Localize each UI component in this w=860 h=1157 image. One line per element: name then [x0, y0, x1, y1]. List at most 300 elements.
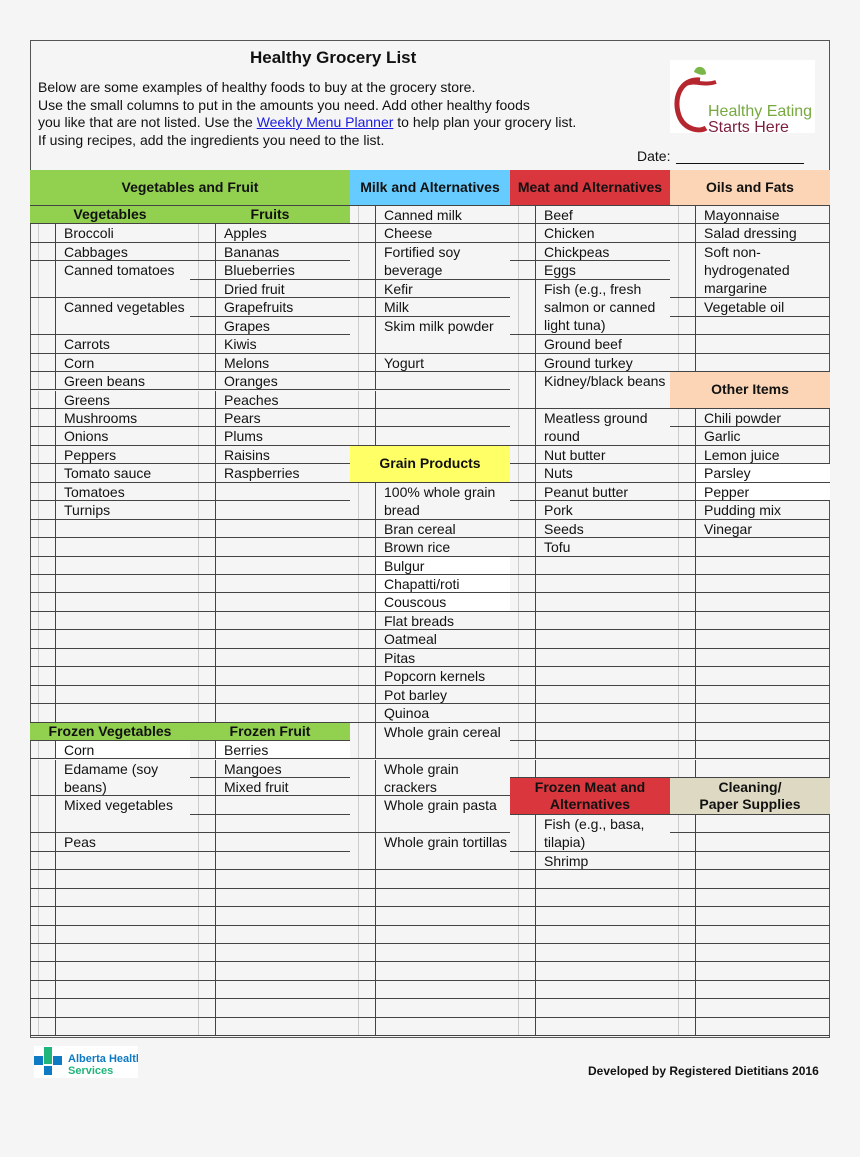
quantity-box[interactable]	[350, 354, 376, 372]
quantity-box[interactable]	[670, 833, 696, 851]
quantity-box[interactable]	[510, 538, 536, 556]
quantity-box[interactable]	[670, 409, 696, 427]
quantity-box[interactable]	[510, 999, 536, 1017]
date-input-line[interactable]	[676, 149, 804, 164]
list-item: Pears	[216, 409, 350, 427]
quantity-box[interactable]	[350, 372, 376, 390]
list-item	[536, 575, 670, 593]
quantity-box[interactable]	[30, 981, 56, 999]
quantity-box[interactable]	[350, 981, 376, 999]
quantity-box[interactable]	[190, 999, 216, 1017]
quantity-box[interactable]	[350, 704, 376, 722]
quantity-box[interactable]	[670, 612, 696, 630]
quantity-box[interactable]	[30, 501, 56, 519]
list-item: Greens	[56, 391, 190, 409]
list-item	[376, 907, 510, 925]
quantity-box[interactable]	[670, 464, 696, 482]
quantity-box[interactable]	[510, 261, 536, 279]
quantity-box[interactable]	[30, 796, 56, 833]
section-header-veg-fruit: Vegetables and Fruit	[30, 170, 350, 206]
intro-line-2: Use the small columns to put in the amounts you need. Add other healthy foods	[38, 96, 530, 113]
list-item: Meatless ground round	[536, 409, 670, 446]
quantity-box[interactable]	[30, 520, 56, 538]
quantity-box[interactable]	[350, 538, 376, 556]
quantity-box[interactable]	[510, 575, 536, 593]
list-item: Pork	[536, 501, 670, 519]
quantity-box[interactable]	[190, 391, 216, 409]
quantity-box[interactable]	[190, 538, 216, 556]
list-item	[56, 667, 190, 685]
list-item: Vinegar	[696, 520, 830, 538]
footer-credit: Developed by Registered Dietitians 2016	[588, 1064, 819, 1078]
quantity-box[interactable]	[670, 317, 696, 335]
list-item	[216, 483, 350, 501]
quantity-box[interactable]	[670, 520, 696, 538]
quantity-box[interactable]	[670, 704, 696, 722]
quantity-box[interactable]	[190, 741, 216, 759]
list-item: Apples	[216, 224, 350, 242]
list-item: Couscous	[376, 593, 510, 611]
quantity-box[interactable]	[350, 944, 376, 962]
list-item	[696, 335, 830, 353]
quantity-box[interactable]	[670, 686, 696, 704]
quantity-box[interactable]	[190, 796, 216, 814]
list-item: Whole grain pasta	[376, 796, 510, 833]
list-item	[56, 538, 190, 556]
list-item	[376, 409, 510, 427]
quantity-box[interactable]	[190, 261, 216, 279]
list-item: Garlic	[696, 427, 830, 445]
quantity-box[interactable]	[670, 907, 696, 925]
list-item	[56, 962, 190, 980]
list-item: Peaches	[216, 391, 350, 409]
quantity-box[interactable]	[190, 427, 216, 445]
quantity-box[interactable]	[190, 575, 216, 593]
quantity-box[interactable]	[350, 796, 376, 833]
quantity-box[interactable]	[350, 427, 376, 445]
list-item: Milk	[376, 298, 510, 316]
list-item	[376, 981, 510, 999]
quantity-box[interactable]	[190, 630, 216, 648]
section-header-grain: Grain Products	[350, 446, 510, 483]
list-item	[536, 926, 670, 944]
quantity-box[interactable]	[350, 593, 376, 611]
quantity-box[interactable]	[510, 704, 536, 722]
quantity-box[interactable]	[510, 741, 536, 759]
list-item: Blueberries	[216, 261, 350, 279]
quantity-box[interactable]	[350, 723, 376, 760]
quantity-box[interactable]	[350, 612, 376, 630]
quantity-box[interactable]	[670, 483, 696, 501]
quantity-box[interactable]	[190, 704, 216, 722]
quantity-box[interactable]	[30, 852, 56, 870]
quantity-box[interactable]	[30, 538, 56, 556]
quantity-box[interactable]	[350, 409, 376, 427]
quantity-box[interactable]	[350, 243, 376, 280]
list-item: Pepper	[696, 483, 830, 501]
list-item	[216, 815, 350, 833]
list-item: Canned vegetables	[56, 298, 190, 335]
quantity-box[interactable]	[670, 224, 696, 242]
quantity-box[interactable]	[30, 667, 56, 685]
list-item: Fortified soy beverage	[376, 243, 510, 280]
quantity-box[interactable]	[30, 926, 56, 944]
grocery-table	[30, 170, 830, 1038]
list-item	[376, 926, 510, 944]
date-field[interactable]	[637, 148, 804, 164]
quantity-box[interactable]	[670, 557, 696, 575]
quantity-box[interactable]	[30, 557, 56, 575]
list-item: Edamame (soy beans)	[56, 760, 190, 797]
list-item: Tomatoes	[56, 483, 190, 501]
quantity-box[interactable]	[350, 962, 376, 980]
quantity-box[interactable]	[510, 630, 536, 648]
list-item	[56, 889, 190, 907]
list-item	[696, 999, 830, 1017]
quantity-box[interactable]	[190, 280, 216, 298]
quantity-box[interactable]	[670, 870, 696, 888]
quantity-box[interactable]	[30, 760, 56, 797]
quantity-box[interactable]	[670, 962, 696, 980]
quantity-box[interactable]	[30, 649, 56, 667]
list-item: Canned tomatoes	[56, 261, 190, 298]
quantity-box[interactable]	[350, 206, 376, 224]
quantity-box[interactable]	[670, 649, 696, 667]
quantity-box[interactable]	[350, 889, 376, 907]
quantity-box[interactable]	[30, 870, 56, 888]
quantity-box[interactable]	[190, 409, 216, 427]
quantity-box[interactable]	[510, 686, 536, 704]
quantity-box[interactable]	[670, 427, 696, 445]
quantity-box[interactable]	[510, 501, 536, 519]
list-item	[696, 575, 830, 593]
quantity-box[interactable]	[30, 907, 56, 925]
quantity-box[interactable]	[510, 520, 536, 538]
quantity-box[interactable]	[30, 686, 56, 704]
quantity-box[interactable]	[350, 686, 376, 704]
svg-text:Healthy Eating: Healthy Eating	[708, 103, 813, 120]
list-item	[56, 686, 190, 704]
quantity-box[interactable]	[190, 335, 216, 353]
quantity-box[interactable]	[190, 243, 216, 261]
quantity-box[interactable]	[510, 870, 536, 888]
quantity-box[interactable]	[670, 741, 696, 759]
list-item	[216, 852, 350, 870]
list-item: Mixed vegetables	[56, 796, 190, 833]
quantity-box[interactable]	[190, 1018, 216, 1036]
quantity-box[interactable]	[670, 446, 696, 464]
quantity-box[interactable]	[190, 557, 216, 575]
quantity-box[interactable]	[190, 593, 216, 611]
quantity-box[interactable]	[190, 446, 216, 464]
quantity-box[interactable]	[670, 926, 696, 944]
quantity-box[interactable]	[30, 298, 56, 335]
list-item	[376, 1018, 510, 1036]
quantity-box[interactable]	[670, 1018, 696, 1036]
quantity-box[interactable]	[670, 243, 696, 298]
quantity-box[interactable]	[190, 224, 216, 242]
quantity-box[interactable]	[30, 446, 56, 464]
quantity-box[interactable]	[670, 630, 696, 648]
quantity-box[interactable]	[30, 372, 56, 390]
alberta-health-services-logo	[34, 1046, 138, 1078]
list-item	[696, 926, 830, 944]
quantity-box[interactable]	[190, 833, 216, 851]
quantity-box[interactable]	[510, 962, 536, 980]
quantity-box[interactable]	[30, 409, 56, 427]
quantity-box[interactable]	[510, 224, 536, 242]
quantity-box[interactable]	[30, 464, 56, 482]
quantity-box[interactable]	[30, 575, 56, 593]
quantity-box[interactable]	[30, 612, 56, 630]
quantity-box[interactable]	[510, 907, 536, 925]
quantity-box[interactable]	[350, 280, 376, 298]
list-item: Raspberries	[216, 464, 350, 482]
list-item	[216, 520, 350, 538]
quantity-box[interactable]	[670, 593, 696, 611]
quantity-box[interactable]	[510, 354, 536, 372]
list-item	[536, 1018, 670, 1036]
list-item	[56, 704, 190, 722]
list-item	[696, 962, 830, 980]
quantity-box[interactable]	[670, 981, 696, 999]
quantity-box[interactable]	[30, 224, 56, 242]
quantity-box[interactable]	[510, 723, 536, 741]
quantity-box[interactable]	[670, 815, 696, 833]
quantity-box[interactable]	[30, 944, 56, 962]
list-item: Mixed fruit	[216, 778, 350, 796]
list-item: Oranges	[216, 372, 350, 390]
list-item	[536, 686, 670, 704]
quantity-box[interactable]	[190, 317, 216, 335]
list-item	[696, 889, 830, 907]
list-item: Bulgur	[376, 557, 510, 575]
quantity-box[interactable]	[30, 427, 56, 445]
quantity-box[interactable]	[350, 907, 376, 925]
quantity-box[interactable]	[30, 261, 56, 298]
list-item: Dried fruit	[216, 280, 350, 298]
list-item: Kefir	[376, 280, 510, 298]
quantity-box[interactable]	[350, 317, 376, 354]
quantity-box[interactable]	[510, 464, 536, 482]
list-item	[216, 889, 350, 907]
quantity-box[interactable]	[190, 667, 216, 685]
quantity-box[interactable]	[510, 243, 536, 261]
list-item	[216, 538, 350, 556]
quantity-box[interactable]	[510, 981, 536, 999]
list-item: Ground beef	[536, 335, 670, 353]
quantity-box[interactable]	[190, 520, 216, 538]
quantity-box[interactable]	[670, 206, 696, 224]
quantity-box[interactable]	[350, 520, 376, 538]
quantity-box[interactable]	[510, 280, 536, 335]
list-item	[56, 870, 190, 888]
list-item	[376, 944, 510, 962]
list-item	[376, 372, 510, 390]
weekly-menu-planner-link[interactable]: Weekly Menu Planner	[256, 114, 394, 130]
quantity-box[interactable]	[350, 760, 376, 797]
quantity-box[interactable]	[30, 962, 56, 980]
list-item	[536, 593, 670, 611]
quantity-box[interactable]	[510, 760, 536, 778]
list-item	[376, 962, 510, 980]
quantity-box[interactable]	[350, 575, 376, 593]
quantity-box[interactable]	[190, 501, 216, 519]
quantity-box[interactable]	[510, 815, 536, 852]
quantity-box[interactable]	[30, 630, 56, 648]
list-item: Flat breads	[376, 612, 510, 630]
quantity-box[interactable]	[510, 649, 536, 667]
quantity-box[interactable]	[350, 224, 376, 242]
quantity-box[interactable]	[350, 870, 376, 888]
quantity-box[interactable]	[30, 391, 56, 409]
quantity-box[interactable]	[190, 649, 216, 667]
quantity-box[interactable]	[190, 612, 216, 630]
quantity-box[interactable]	[350, 630, 376, 648]
quantity-box[interactable]	[670, 999, 696, 1017]
quantity-box[interactable]	[670, 723, 696, 741]
quantity-box[interactable]	[510, 335, 536, 353]
list-item	[216, 630, 350, 648]
quantity-box[interactable]	[190, 686, 216, 704]
list-item	[696, 723, 830, 741]
quantity-box[interactable]	[510, 1018, 536, 1036]
list-item	[56, 557, 190, 575]
quantity-box[interactable]	[190, 760, 216, 778]
quantity-box[interactable]	[510, 889, 536, 907]
list-item	[696, 1018, 830, 1036]
quantity-box[interactable]	[510, 593, 536, 611]
quantity-box[interactable]	[190, 354, 216, 372]
quantity-box[interactable]	[190, 483, 216, 501]
quantity-box[interactable]	[670, 944, 696, 962]
list-item	[696, 870, 830, 888]
quantity-box[interactable]	[190, 870, 216, 888]
quantity-box[interactable]	[190, 852, 216, 870]
quantity-box[interactable]	[190, 889, 216, 907]
quantity-box[interactable]	[670, 501, 696, 519]
quantity-box[interactable]	[670, 852, 696, 870]
list-item	[696, 667, 830, 685]
quantity-box[interactable]	[190, 464, 216, 482]
quantity-box[interactable]	[510, 926, 536, 944]
quantity-box[interactable]	[30, 593, 56, 611]
quantity-box[interactable]	[670, 760, 696, 778]
quantity-box[interactable]	[350, 833, 376, 870]
quantity-box[interactable]	[510, 483, 536, 501]
quantity-box[interactable]	[350, 557, 376, 575]
quantity-box[interactable]	[350, 1018, 376, 1036]
list-item: Corn	[56, 741, 190, 759]
list-item: Raisins	[216, 446, 350, 464]
list-item	[56, 1018, 190, 1036]
list-item	[376, 391, 510, 409]
quantity-box[interactable]	[670, 335, 696, 353]
quantity-box[interactable]	[670, 667, 696, 685]
quantity-box[interactable]	[670, 354, 696, 372]
list-item: Whole grain cereal	[376, 723, 510, 760]
quantity-box[interactable]	[350, 667, 376, 685]
quantity-box[interactable]	[190, 944, 216, 962]
quantity-box[interactable]	[190, 981, 216, 999]
quantity-box[interactable]	[30, 833, 56, 851]
quantity-box[interactable]	[670, 298, 696, 316]
quantity-box[interactable]	[190, 778, 216, 796]
quantity-box[interactable]	[190, 298, 216, 316]
quantity-box[interactable]	[670, 575, 696, 593]
list-item	[216, 1018, 350, 1036]
quantity-box[interactable]	[670, 538, 696, 556]
quantity-box[interactable]	[190, 815, 216, 833]
list-item: Vegetable oil	[696, 298, 830, 316]
list-item	[216, 649, 350, 667]
list-item	[696, 630, 830, 648]
quantity-box[interactable]	[510, 557, 536, 575]
quantity-box[interactable]	[30, 243, 56, 261]
subheader-frozen-fruit: Frozen Fruit	[190, 723, 350, 741]
quantity-box[interactable]	[350, 926, 376, 944]
quantity-box[interactable]	[30, 483, 56, 501]
subheader-fruits: Fruits	[190, 206, 350, 224]
list-item	[216, 907, 350, 925]
quantity-box[interactable]	[510, 446, 536, 464]
quantity-box[interactable]	[30, 999, 56, 1017]
list-item	[536, 741, 670, 759]
svg-text:Alberta Health: Alberta Health	[68, 1053, 138, 1065]
list-item: Chapatti/roti	[376, 575, 510, 593]
quantity-box[interactable]	[670, 889, 696, 907]
list-item: Salad dressing	[696, 224, 830, 242]
quantity-box[interactable]	[350, 483, 376, 520]
list-item	[536, 704, 670, 722]
quantity-box[interactable]	[30, 889, 56, 907]
quantity-box[interactable]	[190, 372, 216, 390]
quantity-box[interactable]	[350, 298, 376, 316]
quantity-box[interactable]	[510, 612, 536, 630]
quantity-box[interactable]	[350, 649, 376, 667]
quantity-box[interactable]	[30, 741, 56, 759]
list-item: Pudding mix	[696, 501, 830, 519]
quantity-box[interactable]	[350, 999, 376, 1017]
list-item	[536, 870, 670, 888]
list-item	[536, 557, 670, 575]
list-item: Fish (e.g., basa, tilapia)	[536, 815, 670, 852]
quantity-box[interactable]	[510, 944, 536, 962]
quantity-box[interactable]	[510, 409, 536, 446]
list-item	[696, 593, 830, 611]
quantity-box[interactable]	[510, 372, 536, 409]
quantity-box[interactable]	[30, 354, 56, 372]
quantity-box[interactable]	[190, 926, 216, 944]
list-item	[696, 760, 830, 778]
quantity-box[interactable]	[190, 907, 216, 925]
quantity-box[interactable]	[510, 667, 536, 685]
list-item: Chickpeas	[536, 243, 670, 261]
list-item	[696, 557, 830, 575]
quantity-box[interactable]	[510, 206, 536, 224]
subheader-vegetables: Vegetables	[30, 206, 190, 224]
list-item	[216, 557, 350, 575]
list-item: Peanut butter	[536, 483, 670, 501]
list-item	[536, 630, 670, 648]
quantity-box[interactable]	[190, 962, 216, 980]
quantity-box[interactable]	[30, 335, 56, 353]
quantity-box[interactable]	[510, 852, 536, 870]
quantity-box[interactable]	[350, 391, 376, 409]
quantity-box[interactable]	[30, 704, 56, 722]
quantity-box[interactable]	[30, 1018, 56, 1036]
list-item: Kiwis	[216, 335, 350, 353]
